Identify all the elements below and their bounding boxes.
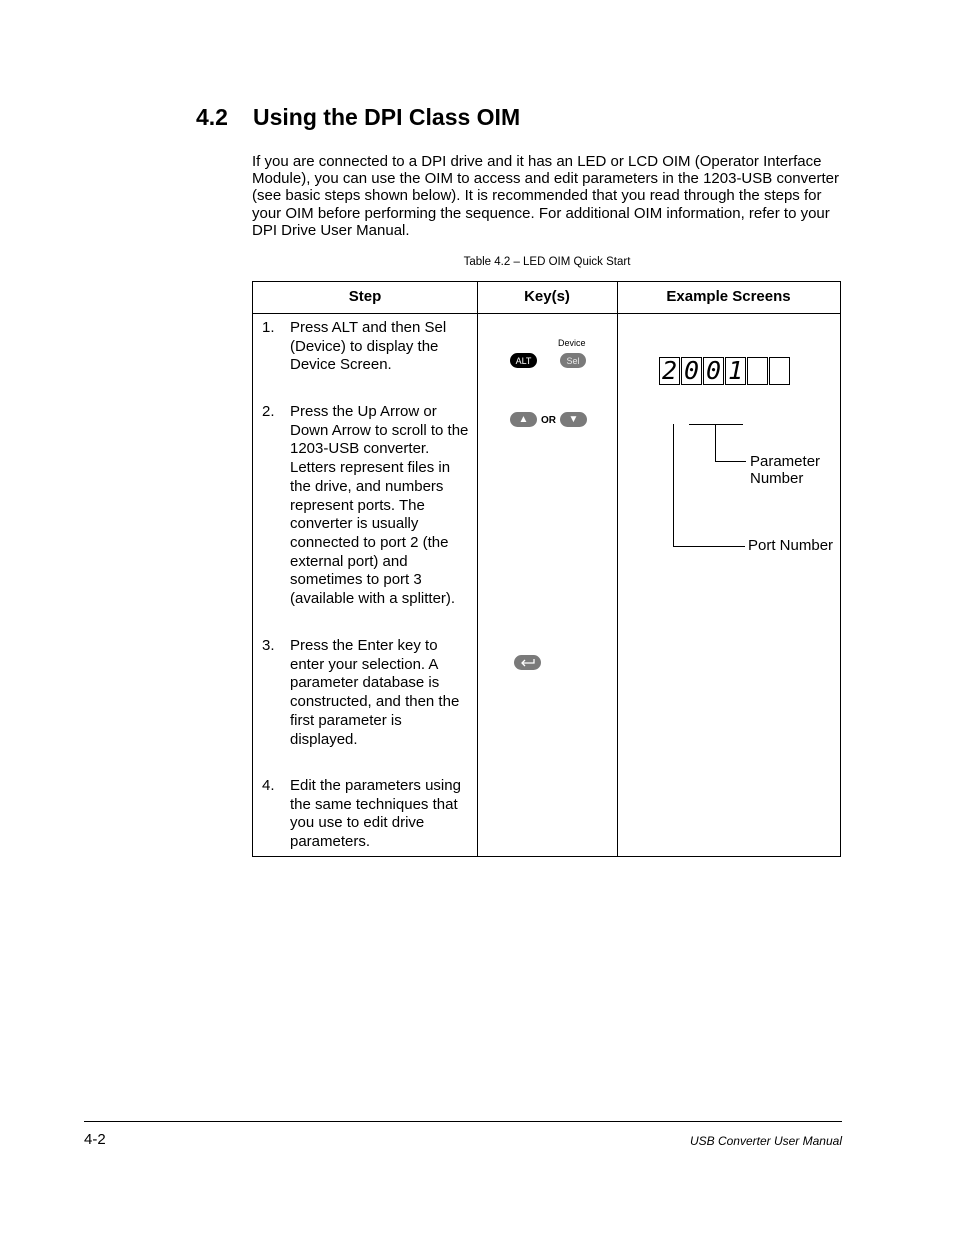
led-digit: 0 [703, 357, 724, 385]
intro-paragraph: If you are connected to a DPI drive and it has an LED or LCD OIM (Operator Interface Module), you can use the OIM to access and edit parameters in the 1203-USB converter (see basic steps shown below). It is recommended that you read through the steps for your OIM before performing the sequence. For additional OIM information, refer to your DPI Drive User Manual. [252, 153, 839, 239]
column-divider [617, 282, 618, 856]
led-digit: 2 [659, 357, 680, 385]
alt-key: ALT [510, 353, 537, 368]
callout-line [689, 424, 743, 425]
led-digit [747, 357, 768, 385]
led-digit [769, 357, 790, 385]
header-divider [253, 313, 840, 314]
enter-key-icon [514, 655, 541, 670]
step-number: 2. [262, 403, 275, 420]
footer-title: USB Converter User Manual [689, 1134, 842, 1148]
parameter-number-label: Parameter Number [750, 453, 821, 487]
header-example-screens: Example Screens [666, 288, 791, 305]
callout-line [715, 461, 746, 462]
step-text: Press the Up Arrow or Down Arrow to scroll to the 1203-USB converter. Letters represent files in the drive, and numbers represent ports. The converter is usually connected to port 2 (the external port) and sometimes to port 3 (available with a splitter). [290, 403, 469, 608]
enter-key-icon [520, 658, 536, 667]
page-number: 4-2 [84, 1131, 106, 1148]
column-divider [477, 282, 478, 856]
step-number: 1. [262, 319, 275, 336]
header-step: Step [348, 288, 382, 305]
step-number: 3. [262, 637, 275, 654]
or-label: OR [541, 415, 556, 426]
footer-rule [84, 1121, 842, 1122]
led-display [659, 357, 791, 385]
sel-key: Sel [560, 353, 586, 368]
led-digit: 0 [681, 357, 702, 385]
header-keys: Key(s) [524, 288, 570, 305]
callout-line [673, 546, 745, 547]
section-heading [196, 104, 520, 131]
callout-line [673, 424, 674, 547]
section-number: 4.2 [196, 104, 228, 130]
led-digit: 1 [725, 357, 746, 385]
step-text: Edit the parameters using the same techniques that you use to edit drive parameters. [290, 777, 461, 851]
table-caption: Table 4.2 – LED OIM Quick Start [463, 256, 631, 268]
device-label: Device [558, 338, 586, 348]
up-arrow-icon: ▲ [510, 412, 537, 427]
step-text: Press ALT and then Sel (Device) to display the Device Screen. [290, 319, 447, 374]
section-title: Using the DPI Class OIM [253, 104, 521, 130]
down-arrow-icon: ▼ [560, 412, 587, 427]
callout-line [715, 424, 716, 462]
step-text: Press the Enter key to enter your selection. A parameter database is constructed, and then the first parameter is displayed. [290, 637, 460, 748]
port-number-label: Port Number [748, 537, 834, 554]
step-number: 4. [262, 777, 275, 794]
